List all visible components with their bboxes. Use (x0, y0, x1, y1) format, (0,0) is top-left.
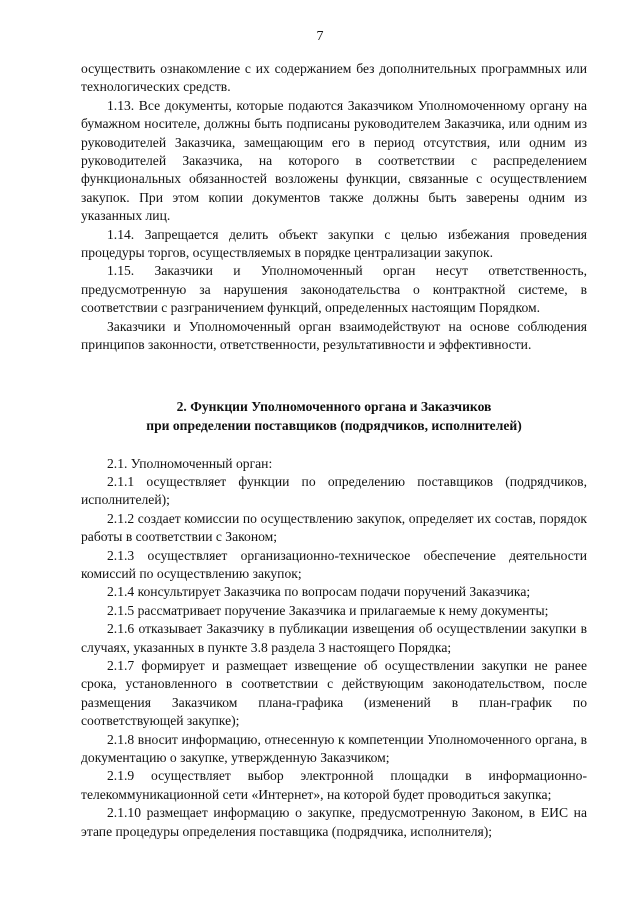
paragraph-2-1-3: 2.1.3 осуществляет организационно-техническое обеспечение деятельности комиссий по осуществлению закупок; (81, 547, 587, 581)
paragraph-interaction: Заказчики и Уполномоченный орган взаимодействуют на основе соблюдения принципов законности, ответственности, результативности и эффективности. (81, 318, 587, 353)
paragraph-2-1-8: 2.1.8 вносит информацию, отнесенную к компетенции Уполномоченного органа, в документацию о закупке, утвержденную Заказчиком; (81, 731, 587, 765)
section-heading-line-1: 2. Функции Уполномоченного органа и Заказчиков (176, 398, 492, 414)
paragraph-1-14: 1.14. Запрещается делить объект закупки с целью избежания проведения процедуры торгов, осуществляемых в порядке централизации закупок. (81, 226, 587, 261)
section-heading (81, 397, 587, 435)
paragraph-continuation: осуществить ознакомление с их содержанием без дополнительных программных или технологических средств. (81, 61, 587, 95)
section-heading-line-2: при определении поставщиков (подрядчиков, исполнителей) (146, 417, 522, 433)
paragraph-2-1-1: 2.1.1 осуществляет функции по определению поставщиков (подрядчиков, исполнителей); (81, 473, 587, 508)
paragraph-1-15: 1.15. Заказчики и Уполномоченный орган несут ответственность, предусмотренную за нарушения законодательства о контрактной системе, в соответствии с разграничением функций, определенных настоящим Порядком. (81, 263, 587, 316)
page-number: 7 (316, 29, 324, 44)
paragraph-2-1-2: 2.1.2 создает комиссии по осуществлению закупок, определяет их состав, порядок работы в соответствии с Законом; (81, 510, 587, 545)
paragraph-2-1-7: 2.1.7 формирует и размещает извещение об осуществлении закупки не ранее срока, установленного в соответствии с действующим законодательством, после размещения Заказчиком плана-графика (изменений в план-график по соответствующей закупке); (81, 657, 587, 729)
document-body (81, 60, 587, 841)
paragraph-1-13: 1.13. Все документы, которые подаются Заказчиком Уполномоченному органу на бумажном носителе, должны быть подписаны руководителем Заказчика, или одним из руководителей Заказчика, замещающим его в период отсутствия, или одним из руководителей Заказчика, на которого в соответствии с распределением функциональных обязанностей возложены функции, связанные с осуществлением закупок. При этом копии документов также должны быть заверены одним из указанных лиц. (81, 97, 587, 224)
paragraph-2-1-10: 2.1.10 размещает информацию о закупке, предусмотренную Законом, в ЕИС на этапе процедуры определения поставщика (подрядчика, исполнителя); (81, 805, 587, 839)
paragraph-2-1-4: 2.1.4 консультирует Заказчика по вопросам подачи поручений Заказчика; (107, 584, 531, 600)
paragraph-2-1-5: 2.1.5 рассматривает поручение Заказчика и прилагаемые к нему документы; (107, 602, 549, 618)
paragraph-2-1: 2.1. Уполномоченный орган: (107, 455, 273, 471)
paragraph-2-1-6: 2.1.6 отказывает Заказчику в публикации извещения об осуществлении закупки в случаях, указанных в пункте 3.8 раздела 3 настоящего Порядка; (81, 621, 587, 655)
paragraph-2-1-9: 2.1.9 осуществляет выбор электронной площадки в информационно-телекоммуникационной сети «Интернет», на которой будет проводиться закупка; (81, 768, 587, 802)
